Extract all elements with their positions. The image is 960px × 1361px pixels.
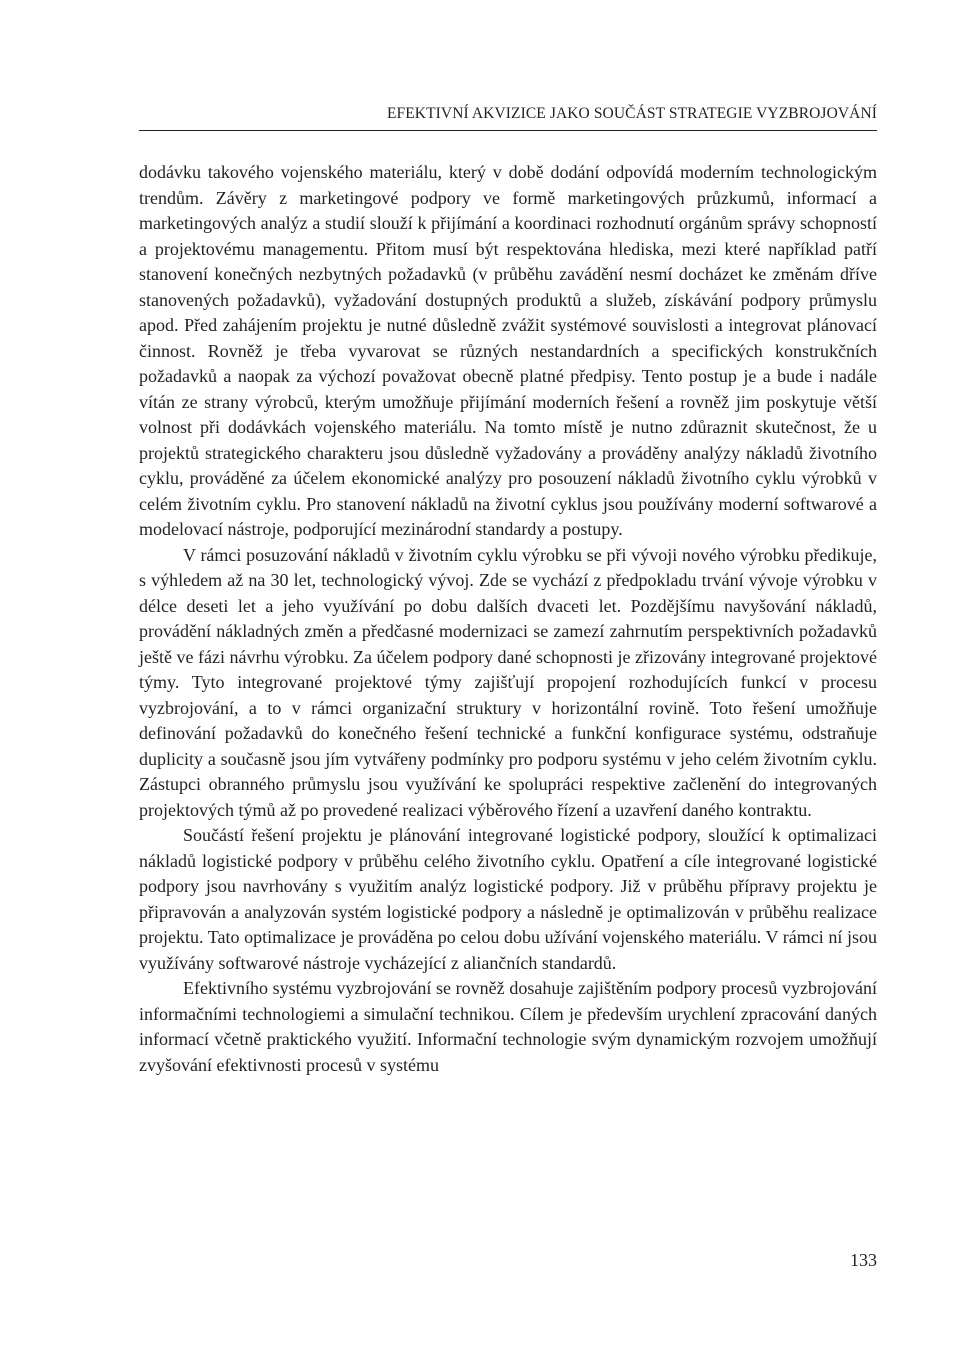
- paragraph-2: V rámci posuzování nákladů v životním cyklu výrobku se při vývoji nového výrobku předikuje, s výhledem až na 30 let, technologický vývoj. Zde se vychází z předpokladu trvání vývoje výrobku v délce deseti let a jeho využívání po dobu dalších dvaceti let. Pozdějšímu navyšování nákladů, provádění nákladných změn a předčasné modernizaci se zamezí zahrnutím perspektivních požadavků ještě ve fázi návrhu výrobku. Za účelem podpory dané schopnosti je zřizovány integrované projektové týmy. Tyto integrované projektové týmy zajišťují propojení rozhodujících funkcí v procesu vyzbrojování, a to v rámci organizační struktury v horizontální rovině. Toto řešení umožňuje definování požadavků do konečného řešení technické a funkční konfigurace systému, odstraňuje duplicity a současně jsou jím vytvářeny podmínky pro podporu systému v jeho celém životním cyklu. Zástupci obranného průmyslu jsou využívání ke spolupráci respektive začlenění do integrovaných projektových týmů až po provedené realizaci výběrového řízení a uzavření daného kontraktu.: [139, 544, 877, 820]
- paragraph-1: dodávku takového vojenského materiálu, který v době dodání odpovídá moderním technologickým trendům. Závěry z marketingové podpory ve formě marketingových průzkumů, informací a marketingových analýz a studií slouží k přijímání a koordinaci rozhodnutí orgánům správy schopností a projektovému managementu. Přitom musí být respektována hlediska, mezi které například patří stanovení konečných nezbytných požadavků (v průběhu zavádění nesmí docházet ke změnám dříve stanovených požadavků), vyžadování dostupných produktů a služeb, získávání podpory průmyslu apod. Před zahájením projektu je nutné důsledně zvážit systémové souvislosti a integrovat plánovací činnost. Rovněž je třeba vyvarovat se různých nestandardních a specifických konstrukčních požadavků a naopak za výchozí považovat obecně platné předpisy. Tento postup je a bude i nadále vítán ze strany výrobců, kterým umožňuje přijímání moderních řešení a rovněž jim poskytuje větší volnost při dodávkách vojenského materiálu. Na tomto místě je nutno zdůraznit skutečnost, že u projektů strategického charakteru jsou důsledně vyžadovány a prováděny analýzy nákladů životního cyklu, prováděné za účelem ekonomické analýzy pro posouzení nákladů životního cyklu výrobků v celém životním cyklu. Pro stanovení nákladů na životní cyklus jsou používány moderní softwarové a modelovací nástroje, podporující mezinárodní standardy a postupy.: [139, 162, 877, 539]
- body-text: [139, 160, 877, 1078]
- paragraph-3: Součástí řešení projektu je plánování integrované logistické podpory, sloužící k optimalizaci nákladů logistické podpory v průběhu celého životního cyklu. Opatření a cíle integrované logistické podpory jsou navrhovány s využitím analýz logistické podpory. Již v průběhu přípravy projektu je připravován a analyzován systém logistické podpory a následně je optimalizován v průběhu realizace projektu. Tato optimalizace je prováděna po celou dobu užívání vojenského materiálu. V rámci ní jsou využívány softwarové nástroje vycházející z aliančních standardů.: [139, 825, 877, 973]
- paragraph-4: Efektivního systému vyzbrojování se rovněž dosahuje zajištěním podpory procesů vyzbrojování informačními technologiemi a simulační technikou. Cílem je především urychlení zpracování daných informací včetně praktického využití. Informační technologie svým dynamickým rozvojem umožňují zvyšování efektivnosti procesů v systému: [139, 978, 877, 1075]
- header-rule: [139, 130, 877, 131]
- page-number: 133: [850, 1250, 877, 1270]
- running-head-title: EFEKTIVNÍ AKVIZICE JAKO SOUČÁST STRATEGIE VYZBROJOVÁNÍ: [386, 105, 877, 122]
